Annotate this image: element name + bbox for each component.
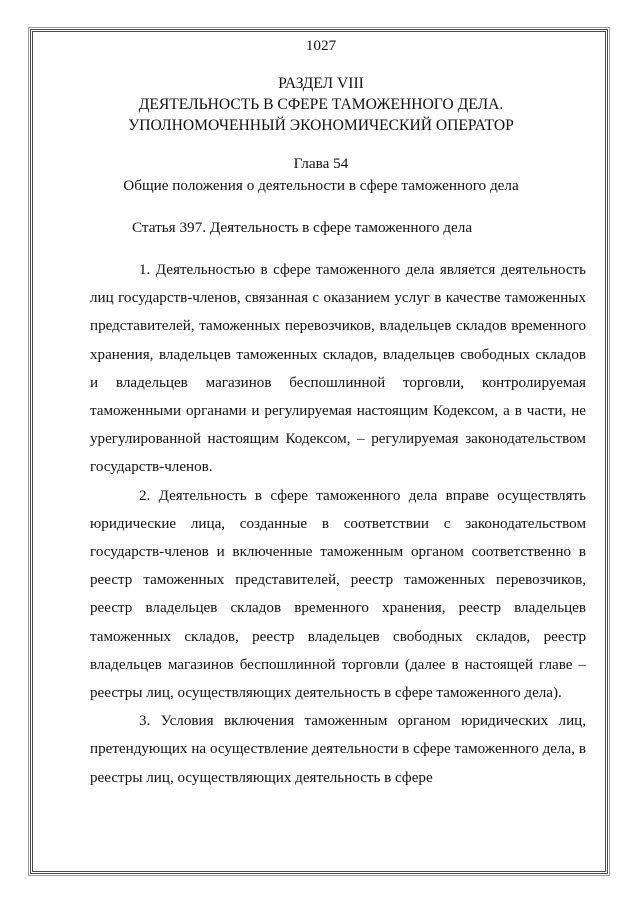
paragraph-1: 1. Деятельностью в сфере таможенного дела является деятельность лиц государств-членов, связанная с оказанием услуг в качестве таможенных представителей, таможенных перевозчиков, владельцев складов временного хранения, владельцев таможенных складов, владельцев свободных складов и владельцев магазинов беспошлинной торговли, контролируемая таможенными органами и регулируемая настоящим Кодексом, а в части, не урегулированной настоящим Кодексом, – регулируемая законодательством государств-членов. — [90, 262, 586, 476]
page-number: 1027 — [305, 37, 337, 54]
chapter-label: Глава 54 — [293, 155, 349, 172]
article-title: Статья 397. Деятельность в сфере таможенного дела — [132, 219, 473, 236]
paragraph-3: 3. Условия включения таможенным органом юридических лиц, претендующих на осуществление деятельности в сфере таможенного дела, в реестры лиц, осуществляющих деятельность в сфере — [90, 713, 586, 786]
section-number: РАЗДЕЛ VIII — [278, 75, 364, 92]
section-heading — [56, 73, 586, 136]
article-body — [90, 256, 586, 792]
section-title-line-2: УПОЛНОМОЧЕННЫЙ ЭКОНОМИЧЕСКИЙ ОПЕРАТОР — [128, 117, 514, 134]
chapter-title: Общие положения о деятельности в сфере таможенного дела — [123, 177, 519, 194]
paragraph-2: 2. Деятельность в сфере таможенного дела вправе осуществлять юридические лица, созданные в соответствии с законодательством государств-членов и включенные таможенным органом соответственно в реестр таможенных представителей, реестр таможенных перевозчиков, реестр владельцев складов временного хранения, реестр владельцев таможенных складов, реестр владельцев свободных складов, реестр владельцев магазинов беспошлинной торговли (далее в настоящей главе – реестры лиц, осуществляющих деятельность в сфере таможенного дела). — [90, 487, 586, 702]
section-title-line-1: ДЕЯТЕЛЬНОСТЬ В СФЕРЕ ТАМОЖЕННОГО ДЕЛА. — [138, 96, 504, 113]
